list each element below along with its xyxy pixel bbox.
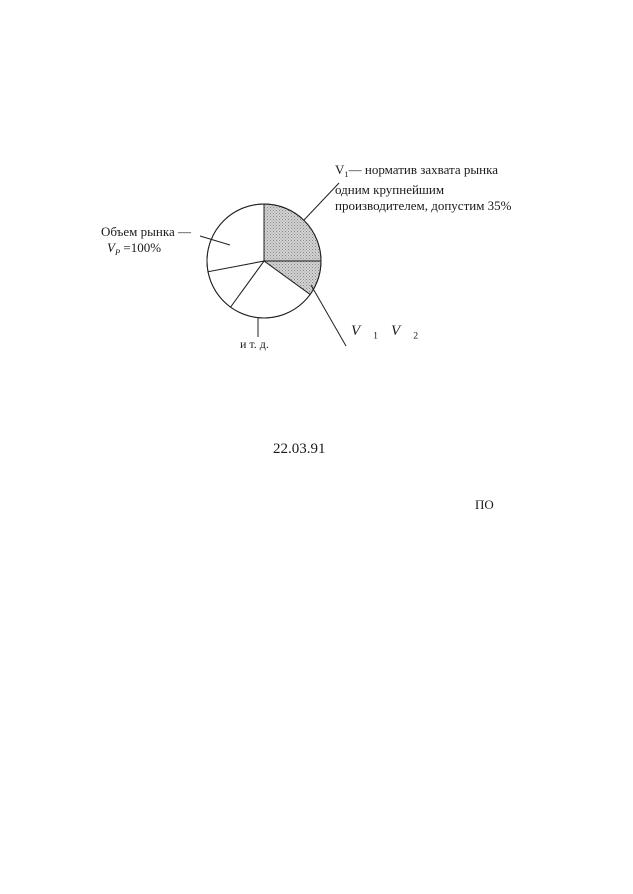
- pie-slice-5: [207, 204, 264, 272]
- market-volume-line2: =100%: [120, 240, 162, 255]
- etc-label: и т. д.: [240, 337, 269, 351]
- v1-annotation-line2: одним крупнейшим: [335, 181, 445, 197]
- v2-label: V $_2$: [391, 323, 419, 342]
- v1-annotation-line1: — норматив захвата рынка: [348, 162, 498, 177]
- v1-v2-labels: [351, 323, 431, 341]
- v1-label: V $_1$: [351, 323, 379, 342]
- date-text: 22.03.91: [273, 441, 326, 457]
- po-text: ПО: [475, 497, 494, 512]
- v1-annotation: [335, 162, 512, 214]
- v1-annotation-symbol: V: [335, 162, 345, 177]
- market-volume-symbol: V: [107, 240, 115, 255]
- v1v2-leader-line: [311, 285, 346, 346]
- v1-annotation-subscript: 1: [344, 168, 349, 179]
- pie-slice-v1: [264, 204, 321, 261]
- market-volume-subscript: P: [114, 246, 121, 257]
- market-volume-line1: Объем рынка —: [101, 224, 191, 239]
- market-volume-annotation: [101, 224, 191, 260]
- v1-annotation-line3: производителем, допустим 35%: [335, 197, 512, 213]
- v1-leader-line: [304, 183, 339, 220]
